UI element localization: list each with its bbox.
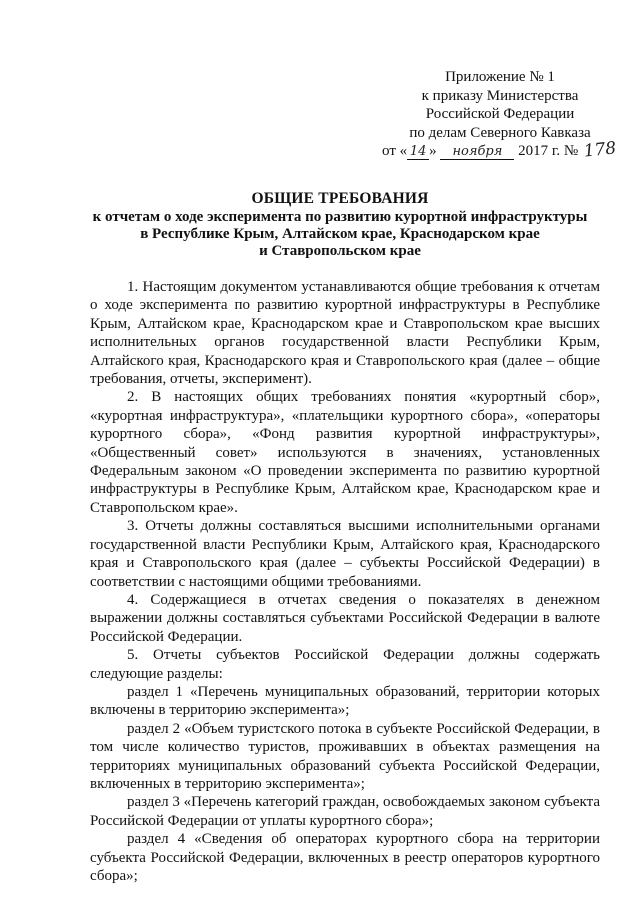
paragraph-1: 1. Настоящим документом устанавливаются общие требования к отчетам о ходе эксперимента по развитию курортной инфраструктуры в Республике Крым, Алтайском крае, Краснодарском крае и Ставропольском крае высших исполнительных органов государственной власти Республики Крым, Алтайского края, Краснодарского края и Ставропольского края (далее – общие требования, отчеты, эксперимент). (90, 279, 600, 388)
annex-order-line: к приказу Министерства (421, 87, 579, 104)
annex-date-line (380, 138, 620, 162)
title-line-4: и Ставропольском крае (259, 243, 421, 259)
paragraph-2: 2. В настоящих общих требованиях понятия «курортный сбор», «курортная инфраструктура», «плательщики курортного сбора», «операторы курортного сбора», «Фонд развития курортной инфраструктуры», «Общественный совет» используются в значениях, установленных Федеральным законом «О проведении эксперимента по развитию курортной инфраструктуры в Республике Крым, Алтайском крае, Краснодарском крае и Ставропольском крае». (90, 389, 600, 516)
date-mid: » (429, 143, 437, 159)
section-2-item: раздел 2 «Объем туристского потока в субъекте Российской Федерации, в том числе количество туристов, проживавших в объектах размещения на территориях муниципальных образований субъекта Российской Федерации, включенных в территорию эксперимента»; (90, 720, 600, 792)
title-main: ОБЩИЕ ТРЕБОВАНИЯ (251, 190, 429, 207)
title-line-3: в Республике Крым, Алтайском крае, Краснодарском крае (140, 226, 540, 242)
section-3-item: раздел 3 «Перечень категорий граждан, освобождаемых законом субъекта Российской Федерации от уплаты курортного сбора»; (90, 794, 600, 829)
date-year: 2017 г. № (518, 143, 579, 159)
handwritten-day: 14 (407, 145, 429, 160)
paragraph-3: 3. Отчеты должны составляться высшими исполнительными органами государственной власти Республики Крым, Алтайского края, Краснодарского края и Ставропольского края (далее – субъекты Российской Федерации) в соответствии с настоящими общими требованиями. (90, 518, 600, 590)
document-body (90, 278, 600, 885)
handwritten-month: ноября (440, 145, 514, 160)
paragraph-4: 4. Содержащиеся в отчетах сведения о показателях в денежном выражении должны составляться субъектами Российской Федерации в валюте Российской Федерации. (90, 591, 600, 645)
section-4-item: раздел 4 «Сведения об операторах курортного сбора на территории субъекта Российской Федерации, включенных в реестр операторов курортного сбора»; (90, 831, 600, 884)
document-title (60, 190, 620, 260)
annex-department-line: по делам Северного Кавказа (409, 124, 591, 141)
annex-header (380, 68, 620, 161)
paragraph-5: 5. Отчеты субъектов Российской Федерации должны содержать следующие разделы: (90, 647, 600, 682)
section-1-item: раздел 1 «Перечень муниципальных образований, территории которых включены в территорию эксперимента»; (90, 683, 600, 719)
annex-title: Приложение № 1 (445, 69, 555, 85)
handwritten-order-number: 178 (582, 138, 618, 162)
annex-ministry-line: Российской Федерации (425, 106, 575, 122)
title-line-2: к отчетам о ходе эксперимента по развитию курортной инфраструктуры (92, 209, 588, 225)
date-prefix: от « (382, 143, 408, 159)
